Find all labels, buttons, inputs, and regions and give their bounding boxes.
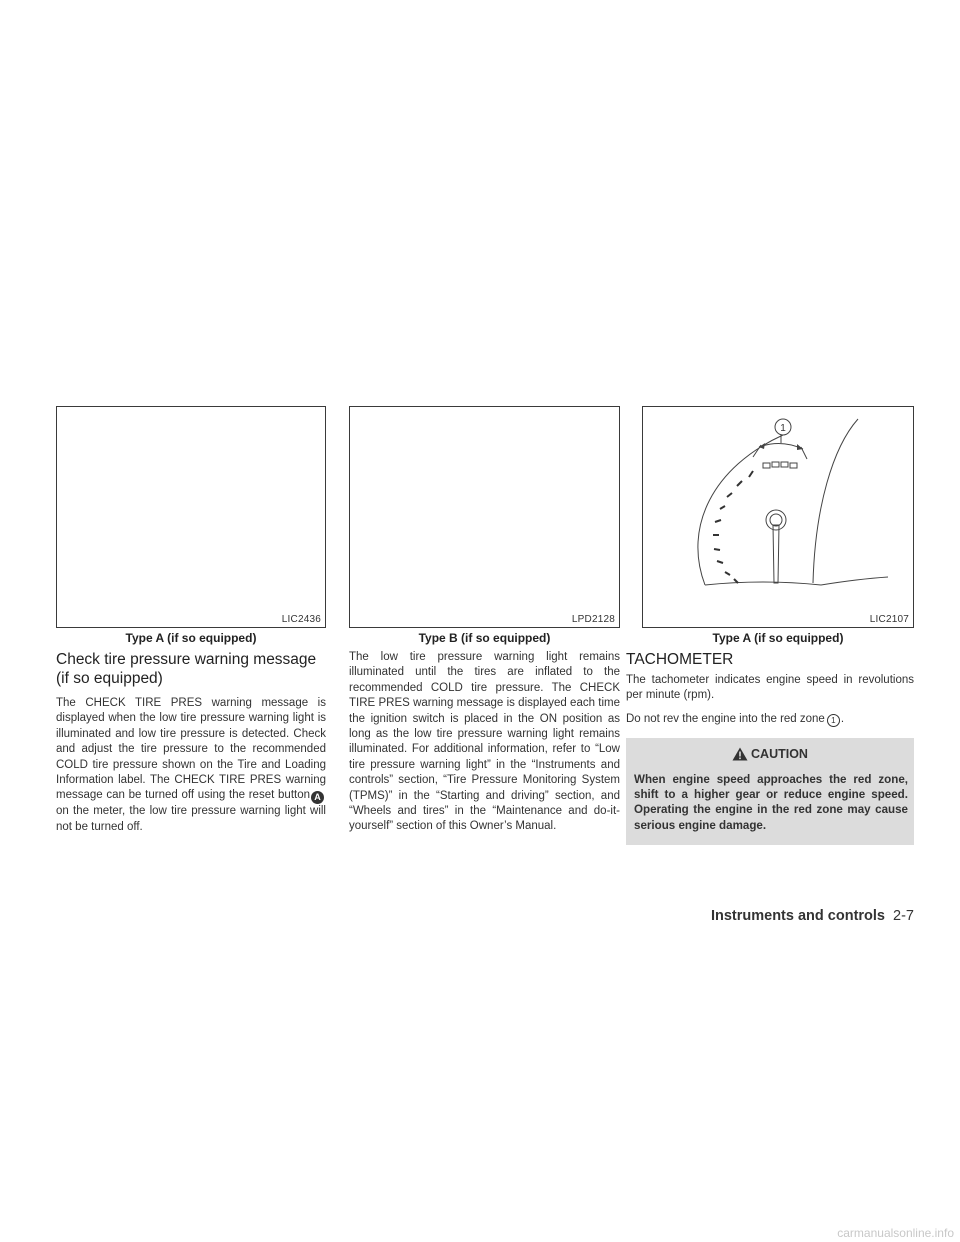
heading-line-2: (if so equipped) — [56, 670, 163, 687]
reset-button-ref-icon: A — [311, 791, 324, 804]
caution-text: When engine speed approaches the red zone, shift to a higher gear or reduce engine speed. Operating the engine in the red zone may cause serious engine damage. — [634, 773, 908, 832]
figure-caption: Type B (if so equipped) — [418, 631, 551, 645]
watermark: carmanualsonline.info — [837, 1226, 954, 1240]
low-tire-pressure-paragraph — [349, 650, 620, 835]
tachometer-para-2: Do not rev the engine into the red zone — [626, 712, 825, 725]
paragraph-text: The CHECK TIRE PRES warning message is displayed when the low tire pressure warning light is illuminated and low tire pressure is detected. Check and adjust the tire pressure to the recommended COLD tire pressure shown on the Tire and Loading Information label. The CHECK TIRE PRES warning message can be turned off using the reset button — [56, 697, 326, 802]
page-footer — [711, 908, 914, 924]
warning-triangle-icon — [732, 747, 748, 761]
figure-type-b — [349, 406, 620, 628]
caution-title — [626, 747, 914, 761]
adjacent-dial-rim — [813, 419, 858, 583]
footer-section-title: Instruments and controls — [710, 908, 885, 924]
figure-code: LPD2128 — [571, 614, 615, 625]
tachometer-heading: TACHOMETER — [626, 651, 734, 668]
tachometer-para-1: The tachometer indicates engine speed in revolutions per minute (rpm). — [626, 674, 914, 702]
figure-tachometer — [642, 406, 914, 628]
tachometer-description — [626, 673, 914, 727]
tire-pressure-paragraph — [56, 696, 326, 835]
paragraph-text-cont: on the meter, the low tire pressure warning light will not be turned off. — [56, 805, 326, 833]
callout-1-label: 1 — [780, 423, 786, 434]
figure-caption: Type A (if so equipped) — [125, 631, 257, 645]
figure-code: LIC2107 — [869, 614, 909, 625]
figure-type-a-left — [56, 406, 326, 628]
red-zone-ref-icon: 1 — [827, 714, 840, 727]
page-number: 2-7 — [893, 908, 914, 924]
figure-caption: Type A (if so equipped) — [712, 631, 844, 645]
section-heading-tire-pressure — [56, 650, 326, 688]
heading-line-1: Check tire pressure warning message — [56, 651, 317, 668]
tachometer-para-2-end: . — [840, 712, 845, 725]
caution-title-text: CAUTION — [751, 747, 808, 761]
tachometer-illustration — [643, 407, 913, 627]
caution-box — [626, 738, 914, 845]
paragraph-text: The low tire pressure warning light remains illuminated until the tires are inflated to the recommended COLD tire pressure. The CHECK TIRE PRES warning message is displayed each time the ignition switch is placed in the ON position as long as the low tire pressure warning light remains illuminated. For additional information, refer to “Low tire pressure warning light” in the “Instruments and controls” section, “Tire Pressure Monitoring System (TPMS)” in the “Starting and driving” section, and “Wheels and tires” in the “Maintenance and do-it-yourself” section of this Owner’s Manual. — [349, 651, 620, 833]
gauge-rim — [698, 435, 783, 585]
figure-code: LIC2436 — [281, 614, 321, 625]
